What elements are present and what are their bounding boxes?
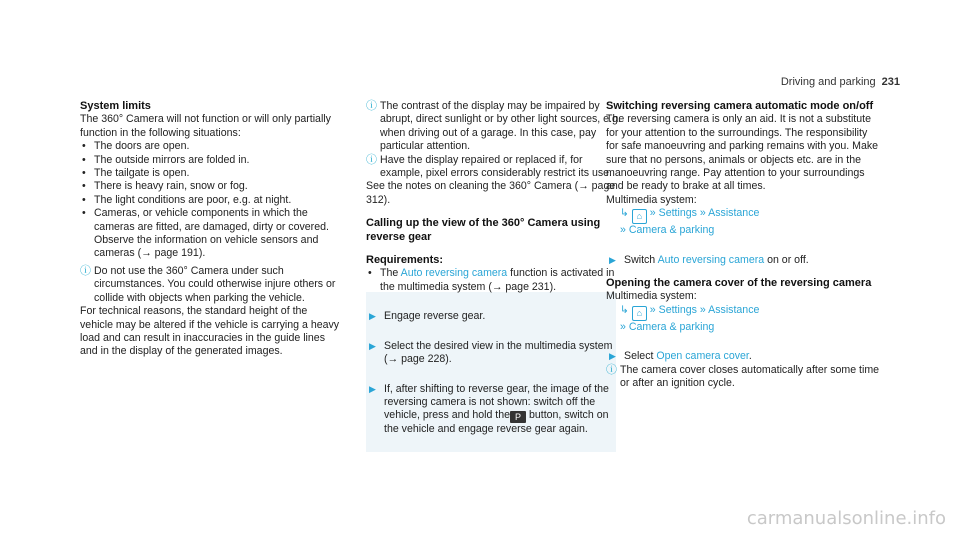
list-item: • The light conditions are poor, e.g. at night. <box>82 193 292 206</box>
intro-text: The 360° Camera will not function or will only partially function in the following situations: <box>80 113 331 139</box>
body-text: For technical reasons, the standard height of the vehicle may be altered if the vehicle is carrying a heavy load and can result in inaccuracies in the guide lines and in the display of the generated images. <box>80 305 340 358</box>
home-icon[interactable]: ⌂ <box>632 209 647 224</box>
list-item: • The outside mirrors are folded in. <box>82 153 250 166</box>
info-icon: ⓘ <box>606 363 617 376</box>
step: ▶ Select Open camera cover. <box>609 350 752 363</box>
section-title: Driving and parking <box>780 76 876 88</box>
note: ⓘ Have the display repaired or replaced if, for example, pixel errors considerably restrict its use. <box>366 153 612 180</box>
assistance-link[interactable]: Assistance <box>708 207 760 220</box>
open-camera-cover-link[interactable]: Open camera cover <box>656 350 749 363</box>
triangle-right-icon: ▶ <box>369 311 376 322</box>
calling-up-heading: Calling up the view of the 360° Camera using reverse gear <box>366 217 601 243</box>
cleaning-reference: See the notes on cleaning the 360° Camera (→ page 312). <box>366 180 616 206</box>
page-header <box>781 76 900 89</box>
page-number: 231 <box>881 76 900 88</box>
multimedia-label: Multimedia system: <box>606 290 697 303</box>
camera-parking-link[interactable]: Camera & parking <box>628 224 715 237</box>
triangle-right-icon: ▶ <box>609 351 616 362</box>
step: ▶ Engage reverse gear. <box>369 310 486 323</box>
note: ⓘ The contrast of the display may be impaired by abrupt, direct sunlight or by other light sources, e.g. when driving out of a garage. In this case, pay particular attention. <box>366 100 621 153</box>
menu-path: ↳ ⌂ » Settings » Assistance » Camera & parking <box>620 303 760 333</box>
column-1 <box>80 100 342 359</box>
system-limits-heading: System limits <box>80 100 151 112</box>
camera-parking-link[interactable]: Camera & parking <box>628 320 715 333</box>
switching-heading: Switching reversing camera automatic mode on/off <box>606 100 874 112</box>
opening-cover-heading: Opening the camera cover of the reversing camera <box>606 277 872 290</box>
note: ⓘ Do not use the 360° Camera under such circumstances. You could otherwise injure others or collide with objects when parking the vehicle. <box>80 264 336 304</box>
requirements-heading: Requirements: <box>366 254 444 267</box>
info-icon: ⓘ <box>366 100 377 112</box>
info-icon: ⓘ <box>80 264 91 277</box>
limits-list <box>80 140 342 261</box>
assistance-link[interactable]: Assistance <box>708 303 760 316</box>
parking-button-icon: P <box>510 411 526 423</box>
auto-reversing-camera-link[interactable]: Auto reversing camera <box>657 253 765 266</box>
triangle-right-icon: ▶ <box>369 383 376 394</box>
list-item: • The Auto reversing camera function is activated in the multimedia system (→ page 231). <box>368 267 615 293</box>
step: ▶ Switch Auto reversing camera on or off. <box>609 253 809 266</box>
step: ▶ Select the desired view in the multimedia system (→ page 228). <box>369 339 613 366</box>
list-item: • Cameras, or vehicle components in which the cameras are fitted, are damaged, dirty or covered. Observe the information on vehicle sensors and cameras (→ page 191). <box>82 207 329 260</box>
step: ▶ If, after shifting to reverse gear, the image of the reversing camera is not shown: switch off the vehicle, press and hold the P button, switch on the vehicle and engage reverse gear again. <box>369 382 609 436</box>
column-2 <box>366 100 622 437</box>
multimedia-label: Multimedia system: <box>606 193 697 206</box>
note: ⓘ The camera cover closes automatically after some time or after an ignition cycle. <box>606 363 880 390</box>
menu-path: ↳ ⌂ » Settings » Assistance » Camera & parking <box>620 207 760 237</box>
list-item: • There is heavy rain, snow or fog. <box>82 180 248 193</box>
triangle-right-icon: ▶ <box>369 340 376 351</box>
settings-link[interactable]: Settings <box>658 303 697 316</box>
body-text: The reversing camera is only an aid. It is not a substitute for your attention to the surroundings. The responsibility for safe manoeuvring and parking remains with you. Make sure that no persons, animals or objects etc. are in the manoeuvring range. Pay attention to your surroundings and be ready to brake at all times. <box>606 113 879 193</box>
triangle-right-icon: ▶ <box>609 254 616 265</box>
column-3 <box>606 100 882 391</box>
info-icon: ⓘ <box>366 153 377 166</box>
settings-link[interactable]: Settings <box>658 207 697 220</box>
auto-reversing-camera-link[interactable]: Auto reversing camera <box>400 267 508 280</box>
home-icon[interactable]: ⌂ <box>632 306 647 321</box>
list-item: • The tailgate is open. <box>82 167 190 180</box>
requirements-list <box>366 267 622 294</box>
list-item: • The doors are open. <box>82 140 190 153</box>
watermark: carmanualsonline.info <box>746 507 946 529</box>
